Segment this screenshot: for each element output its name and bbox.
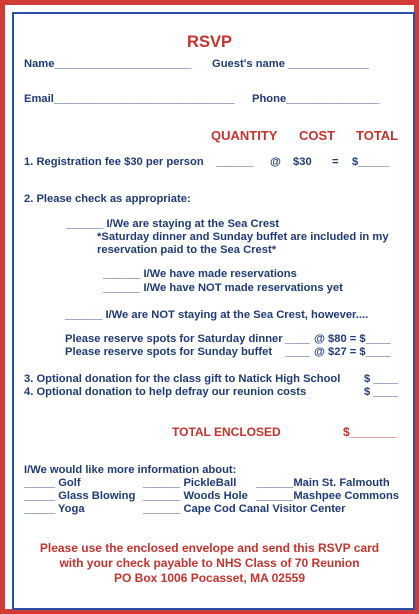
not-staying-option[interactable]: ______ I/We are NOT staying at the Sea Crest, however.... — [65, 309, 369, 321]
registration-quantity-field[interactable]: ______ — [216, 156, 254, 168]
check-heading: 2. Please check as appropriate: — [24, 193, 191, 205]
seacrest-note-line2: reservation paid to the Sea Crest* — [97, 244, 277, 256]
saturday-dinner-label: Please reserve spots for Saturday dinner — [65, 333, 283, 345]
guest-name-field[interactable]: Guest's name _____________ — [212, 58, 369, 70]
registration-total-field[interactable]: $_____ — [352, 156, 390, 168]
info-option-mashpee-commons[interactable]: ______Mashpee Commons — [256, 490, 400, 502]
info-option-golf[interactable]: _____ Golf — [24, 477, 81, 489]
made-reservations-option[interactable]: ______ I/We have made reservations — [103, 268, 297, 280]
reunion-donation-field[interactable]: $ ____ — [364, 386, 399, 398]
footer-line-2: with your check payable to NHS Class of 70 Reunion — [59, 556, 360, 570]
info-option-yoga[interactable]: _____ Yoga — [24, 503, 85, 515]
total-header: TOTAL — [356, 128, 399, 143]
at-sign: @ — [270, 156, 281, 168]
total-enclosed-label: TOTAL ENCLOSED — [172, 425, 281, 439]
email-field[interactable]: Email_____________________________ — [24, 93, 235, 105]
total-enclosed-field[interactable]: $_______ — [343, 425, 397, 439]
name-field[interactable]: Name______________________ — [24, 58, 192, 70]
sunday-quantity-field[interactable]: ____ — [285, 346, 310, 358]
info-option-main-st-falmouth[interactable]: ______Main St. Falmouth — [256, 477, 390, 489]
gift-donation-field[interactable]: $ ____ — [364, 373, 399, 385]
registration-label: 1. Registration fee $30 per person — [24, 156, 204, 168]
seacrest-note-line1: *Saturday dinner and Sunday buffet are included in my — [97, 231, 389, 243]
footer-line-1: Please use the enclosed envelope and send this RSVP card — [39, 541, 380, 555]
quantity-header: QUANTITY — [211, 128, 278, 143]
phone-field[interactable]: Phone_______________ — [252, 93, 380, 105]
info-option-cape-cod-canal[interactable]: ______ Cape Cod Canal Visitor Center — [143, 503, 346, 515]
registration-price: $30 — [293, 156, 312, 168]
info-heading: I/We would like more information about: — [24, 464, 237, 476]
saturday-price-total[interactable]: @ $80 = $____ — [314, 333, 391, 345]
info-option-woods-hole[interactable]: ______ Woods Hole — [143, 490, 248, 502]
gift-donation-label: 3. Optional donation for the class gift to Natick High School — [24, 373, 341, 385]
staying-seacrest-option[interactable]: ______ I/We are staying at the Sea Crest — [66, 218, 280, 230]
info-option-glass-blowing[interactable]: _____ Glass Blowing — [24, 490, 136, 502]
reunion-donation-label: 4. Optional donation to help defray our reunion costs — [24, 386, 307, 398]
cost-header: COST — [299, 128, 336, 143]
footer-address: PO Box 1006 Pocasset, MA 02559 — [114, 571, 305, 585]
not-made-reservations-option[interactable]: ______ I/We have NOT made reservations yet — [103, 282, 343, 294]
saturday-quantity-field[interactable]: ____ — [285, 333, 310, 345]
equals-sign: = — [332, 156, 339, 168]
sunday-price-total[interactable]: @ $27 = $____ — [314, 346, 391, 358]
sunday-buffet-label: Please reserve spots for Sunday buffet — [65, 346, 273, 358]
card-title: RSVP — [187, 33, 232, 51]
info-option-pickleball[interactable]: ______ PickleBall — [143, 477, 237, 489]
